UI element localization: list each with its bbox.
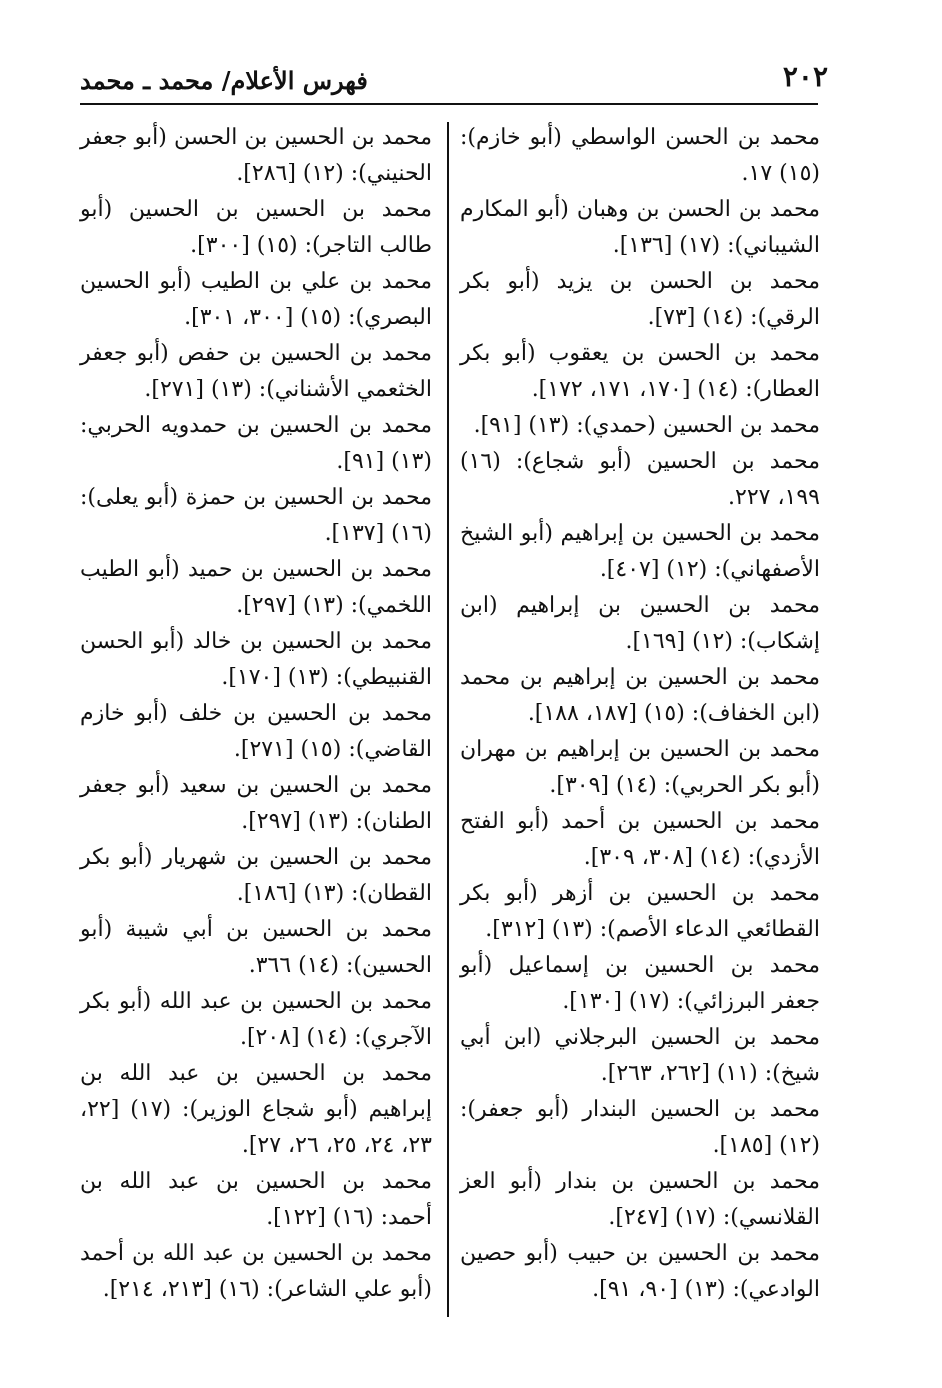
index-entry: محمد بن الحسين بن حمزة (أبو يعلى): (١٦) [١٣٧]. — [80, 485, 432, 546]
index-entry: محمد بن الحسين بن أبي شيبة (أبو الحسين): (١٤) ٣٦٦. — [80, 917, 432, 978]
index-entry: محمد بن الحسن بن يزيد (أبو بكر الرقي): (١٤) [٧٣]. — [460, 269, 820, 330]
index-entry: محمد بن الحسين بن خالد (أبو الحسن القنبيطي): (١٣) [١٧٠]. — [80, 629, 432, 690]
index-entry: محمد بن الحسين (حمدي): (١٣) [٩١]. — [473, 413, 820, 438]
index-entry: محمد بن الحسين بن حبيب (أبو حصين الوادعي): (١٣) [٩٠، ٩١]. — [460, 1241, 820, 1302]
index-entry: محمد بن الحسين بن عبد الله بن أحمد (أبو علي الشاعر): (١٦) [٢١٣، ٢١٤]. — [80, 1241, 432, 1302]
index-entry: محمد بن الحسين بن إبراهيم بن مهران (أبو بكر الحربي): (١٤) [٣٠٩]. — [460, 737, 820, 798]
index-entry: محمد بن الحسين بن حميد (أبو الطيب اللخمي): (١٣) [٢٩٧]. — [80, 557, 432, 618]
index-column-right — [460, 120, 820, 1308]
index-entry: محمد بن الحسين بن الحسن (أبو جعفر الحنيني): (١٢) [٢٨٦]. — [80, 125, 432, 186]
index-entry: محمد بن الحسين بن عبد الله بن أحمد: (١٦) [١٢٢]. — [80, 1169, 432, 1230]
index-entry: محمد بن الحسن بن وهبان (أبو المكارم الشيباني): (١٧) [١٣٦]. — [460, 197, 820, 258]
index-entry: محمد بن الحسين بن عبد الله بن إبراهيم (أبو شجاع الوزير): (١٧) [٢٢، ٢٣، ٢٤، ٢٥، ٢٦، ٢٧]. — [80, 1061, 432, 1158]
index-entry: محمد بن الحسين بن إبراهيم (ابن إشكاب): (١٢) [١٦٩]. — [460, 593, 820, 654]
column-divider — [447, 122, 449, 1317]
index-entry: محمد بن الحسين بن عبد الله (أبو بكر الآجري): (١٤) [٢٠٨]. — [80, 989, 432, 1050]
index-entry: محمد بن الحسين البندار (أبو جعفر): (١٢) [١٨٥]. — [460, 1097, 820, 1158]
index-entry: محمد بن الحسين بن سعيد (أبو جعفر الطنان): (١٣) [٢٩٧]. — [80, 773, 432, 834]
index-entry: محمد بن الحسين (أبو شجاع): (١٦) ١٩٩، ٢٢٧. — [460, 449, 820, 510]
index-entry: محمد بن الحسين بن شهريار (أبو بكر القطان): (١٣) [١٨٦]. — [80, 845, 432, 906]
index-entry: محمد بن الحسين البرجلاني (ابن أبي شيخ): (١١) [٢٦٢، ٢٦٣]. — [460, 1025, 820, 1086]
index-entry: محمد بن علي بن الطيب (أبو الحسين البصري): (١٥) [٣٠٠، ٣٠١]. — [80, 269, 432, 330]
index-entry: محمد بن الحسين بن حفص (أبو جعفر الخثعمي الأشناني): (١٣) [٢٧١]. — [80, 341, 432, 402]
index-entry: محمد بن الحسين بن الحسين (أبو طالب التاجر): (١٥) [٣٠٠]. — [80, 197, 432, 258]
header-rule — [80, 103, 818, 105]
index-column-left — [80, 120, 432, 1308]
index-entry: محمد بن الحسن بن يعقوب (أبو بكر العطار): (١٤) [١٧٠، ١٧١، ١٧٢]. — [460, 341, 820, 402]
index-entry: محمد بن الحسين بن خلف (أبو خازم القاضي): (١٥) [٢٧١]. — [80, 701, 432, 762]
index-entry: محمد بن الحسين بن إبراهيم (أبو الشيخ الأصفهاني): (١٢) [٤٠٧]. — [460, 521, 820, 582]
index-entry: محمد بن الحسين بن إسماعيل (أبو جعفر البرزائي): (١٧) [١٣٠]. — [460, 953, 820, 1014]
index-entry: محمد بن الحسين بن إبراهيم بن محمد (ابن الخفاف): (١٥) [١٨٧، ١٨٨]. — [460, 665, 820, 726]
running-title: فهرس الأعلام/ محمد ـ محمد — [80, 66, 368, 95]
index-entry: محمد بن الحسين بن حمدويه الحربي: (١٣) [٩١]. — [80, 413, 432, 474]
page-number: ٢٠٢ — [782, 60, 828, 93]
index-entry: محمد بن الحسن الواسطي (أبو خازم): (١٥) ١٧. — [460, 125, 820, 186]
index-entry: محمد بن الحسين بن أزهر (أبو بكر القطائعي الدعاء الأصم): (١٣) [٣١٢]. — [460, 881, 820, 942]
index-entry: محمد بن الحسين بن أحمد (أبو الفتح الأزدي): (١٤) [٣٠٨، ٣٠٩]. — [460, 809, 820, 870]
index-entry: محمد بن الحسين بن بندار (أبو العز القلانسي): (١٧) [٢٤٧]. — [460, 1169, 820, 1230]
